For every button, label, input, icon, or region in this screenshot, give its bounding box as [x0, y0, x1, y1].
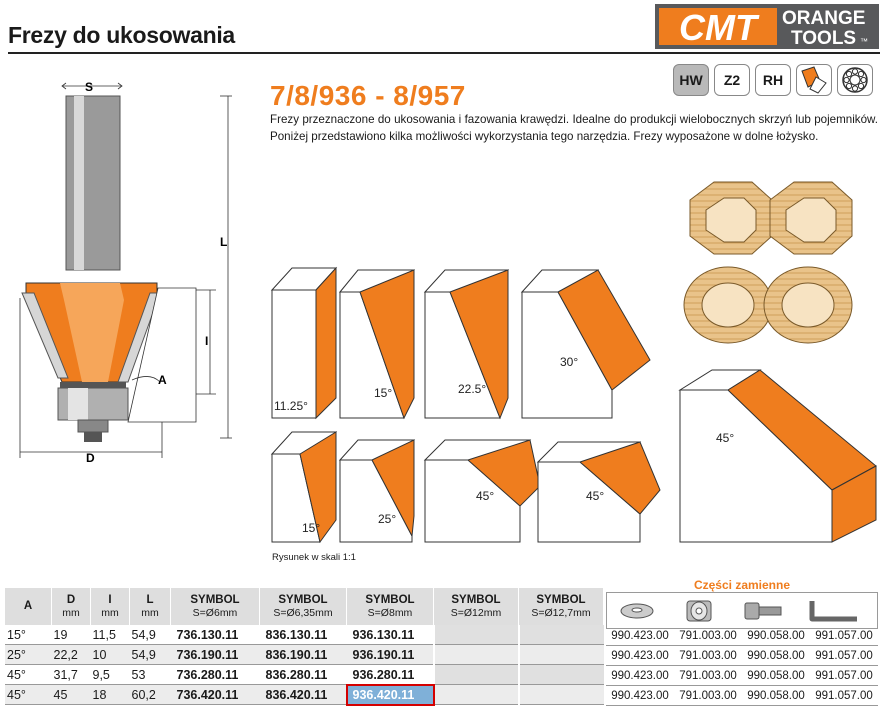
cell-symbol: 836.280.11	[260, 665, 347, 685]
angle-label: 11.25°	[274, 399, 308, 413]
svg-text:TOOLS: TOOLS	[791, 28, 857, 49]
cell-l: 60,2	[130, 685, 171, 705]
col-symbol-12: SYMBOL S=Ø12mm	[434, 588, 519, 625]
part-number: 990.423.00	[606, 646, 674, 666]
cell-angle: 45°	[5, 685, 52, 705]
cell-d: 45	[52, 685, 91, 705]
part-number: 990.423.00	[606, 686, 674, 706]
product-code-title: 7/8/936 - 8/957	[270, 80, 466, 111]
title-divider	[8, 52, 880, 54]
cell-symbol: 736.420.11	[171, 685, 260, 705]
part-number: 990.058.00	[742, 686, 810, 706]
cell-d: 19	[52, 625, 91, 645]
cell-empty	[519, 625, 604, 645]
table-header-row	[5, 588, 604, 625]
badge-rh: RH	[755, 64, 791, 96]
col-symbol-8: SYMBOL S=Ø8mm	[347, 588, 434, 625]
part-number: 990.423.00	[606, 666, 674, 686]
cell-symbol: 836.420.11	[260, 685, 347, 705]
part-number: 990.058.00	[742, 666, 810, 686]
cell-symbol: 836.190.11	[260, 645, 347, 665]
part-number: 791.003.00	[674, 626, 742, 646]
col-symbol-127: SYMBOL S=Ø12,7mm	[519, 588, 604, 625]
part-number: 991.057.00	[810, 686, 878, 706]
angle-label: 22.5°	[458, 382, 487, 396]
cell-l: 54,9	[130, 625, 171, 645]
table-row	[606, 646, 878, 666]
selected-symbol-cell[interactable]: 936.420.11	[347, 685, 434, 705]
col-symbol-635: SYMBOL S=Ø6,35mm	[260, 588, 347, 625]
table-row	[5, 625, 604, 645]
cell-symbol: 936.130.11	[347, 625, 434, 645]
part-number: 791.003.00	[674, 646, 742, 666]
col-symbol-6: SYMBOL S=Ø6mm	[171, 588, 260, 625]
cell-empty	[519, 665, 604, 685]
table-row	[606, 626, 878, 646]
cell-i: 10	[91, 645, 130, 665]
bearing-part-icon	[687, 601, 711, 621]
angle-label: 15°	[302, 521, 321, 535]
cell-i: 9,5	[91, 665, 130, 685]
col-i: I mm	[91, 588, 130, 625]
cell-angle: 25°	[5, 645, 52, 665]
cell-d: 22,2	[52, 645, 91, 665]
cell-symbol: 836.130.11	[260, 625, 347, 645]
table-row	[606, 666, 878, 686]
angle-label: 45°	[716, 431, 735, 445]
part-number: 990.058.00	[742, 646, 810, 666]
cmt-logo	[655, 4, 879, 49]
cell-empty	[519, 645, 604, 665]
spare-parts-icons	[606, 592, 878, 629]
product-description: Frezy przeznaczone do ukosowania i fazowania krawędzi. Idealne do produkcji wielobocznych skrzyń lub pojemników. Poniżej przedstawiono kilka możliwości wykorzystania tego narzędzia. Frezy wyposażone w dolne łożysko.	[270, 113, 878, 143]
part-number: 791.003.00	[674, 666, 742, 686]
cell-angle: 45°	[5, 665, 52, 685]
part-number: 991.057.00	[810, 626, 878, 646]
svg-text:ORANGE: ORANGE	[782, 8, 866, 29]
col-a: A	[5, 588, 52, 625]
cell-symbol: 736.130.11	[171, 625, 260, 645]
col-l: L mm	[130, 588, 171, 625]
hex-key-icon	[812, 601, 857, 619]
part-number: 991.057.00	[810, 666, 878, 686]
badge-hw: HW	[673, 64, 709, 96]
svg-text:™: ™	[860, 37, 868, 46]
part-number: 991.057.00	[810, 646, 878, 666]
dim-s-label: S	[85, 80, 94, 94]
table-row	[5, 645, 604, 665]
angle-label: 25°	[378, 512, 397, 526]
angle-label: 30°	[560, 355, 579, 369]
cell-symbol: 936.280.11	[347, 665, 434, 685]
col-d: D mm	[52, 588, 91, 625]
scale-note: Rysunek w skali 1:1	[272, 552, 356, 563]
svg-text:CMT: CMT	[679, 7, 757, 48]
badge-z2: Z2	[714, 64, 750, 96]
wooden-box-illustrations	[684, 182, 852, 343]
cell-l: 53	[130, 665, 171, 685]
specs-table	[5, 588, 604, 705]
part-number: 990.423.00	[606, 626, 674, 646]
spare-parts-table	[606, 626, 878, 706]
washer-icon	[621, 604, 653, 618]
cell-symbol: 736.280.11	[171, 665, 260, 685]
dim-a-label: A	[158, 373, 167, 387]
part-number: 791.003.00	[674, 686, 742, 706]
page-title: Frezy do ukosowania	[8, 22, 235, 48]
cell-d: 31,7	[52, 665, 91, 685]
cell-i: 11,5	[91, 625, 130, 645]
spare-parts-title: Części zamienne	[693, 578, 791, 592]
angle-label: 15°	[374, 386, 393, 400]
cell-angle: 15°	[5, 625, 52, 645]
dim-l-label: L	[220, 235, 228, 249]
dim-d-label: D	[86, 451, 95, 465]
cell-symbol: 936.190.11	[347, 645, 434, 665]
cell-symbol: 736.190.11	[171, 645, 260, 665]
cell-i: 18	[91, 685, 130, 705]
part-number: 990.058.00	[742, 626, 810, 646]
table-row	[606, 686, 878, 706]
angle-label: 45°	[586, 489, 605, 503]
angle-label: 45°	[476, 489, 495, 503]
cell-l: 54,9	[130, 645, 171, 665]
cell-empty	[434, 645, 519, 665]
screw-icon	[745, 603, 781, 619]
dim-i-label: I	[205, 334, 209, 348]
table-row	[5, 665, 604, 685]
cell-empty	[434, 665, 519, 685]
cell-empty	[434, 625, 519, 645]
technical-drawing	[0, 60, 882, 560]
